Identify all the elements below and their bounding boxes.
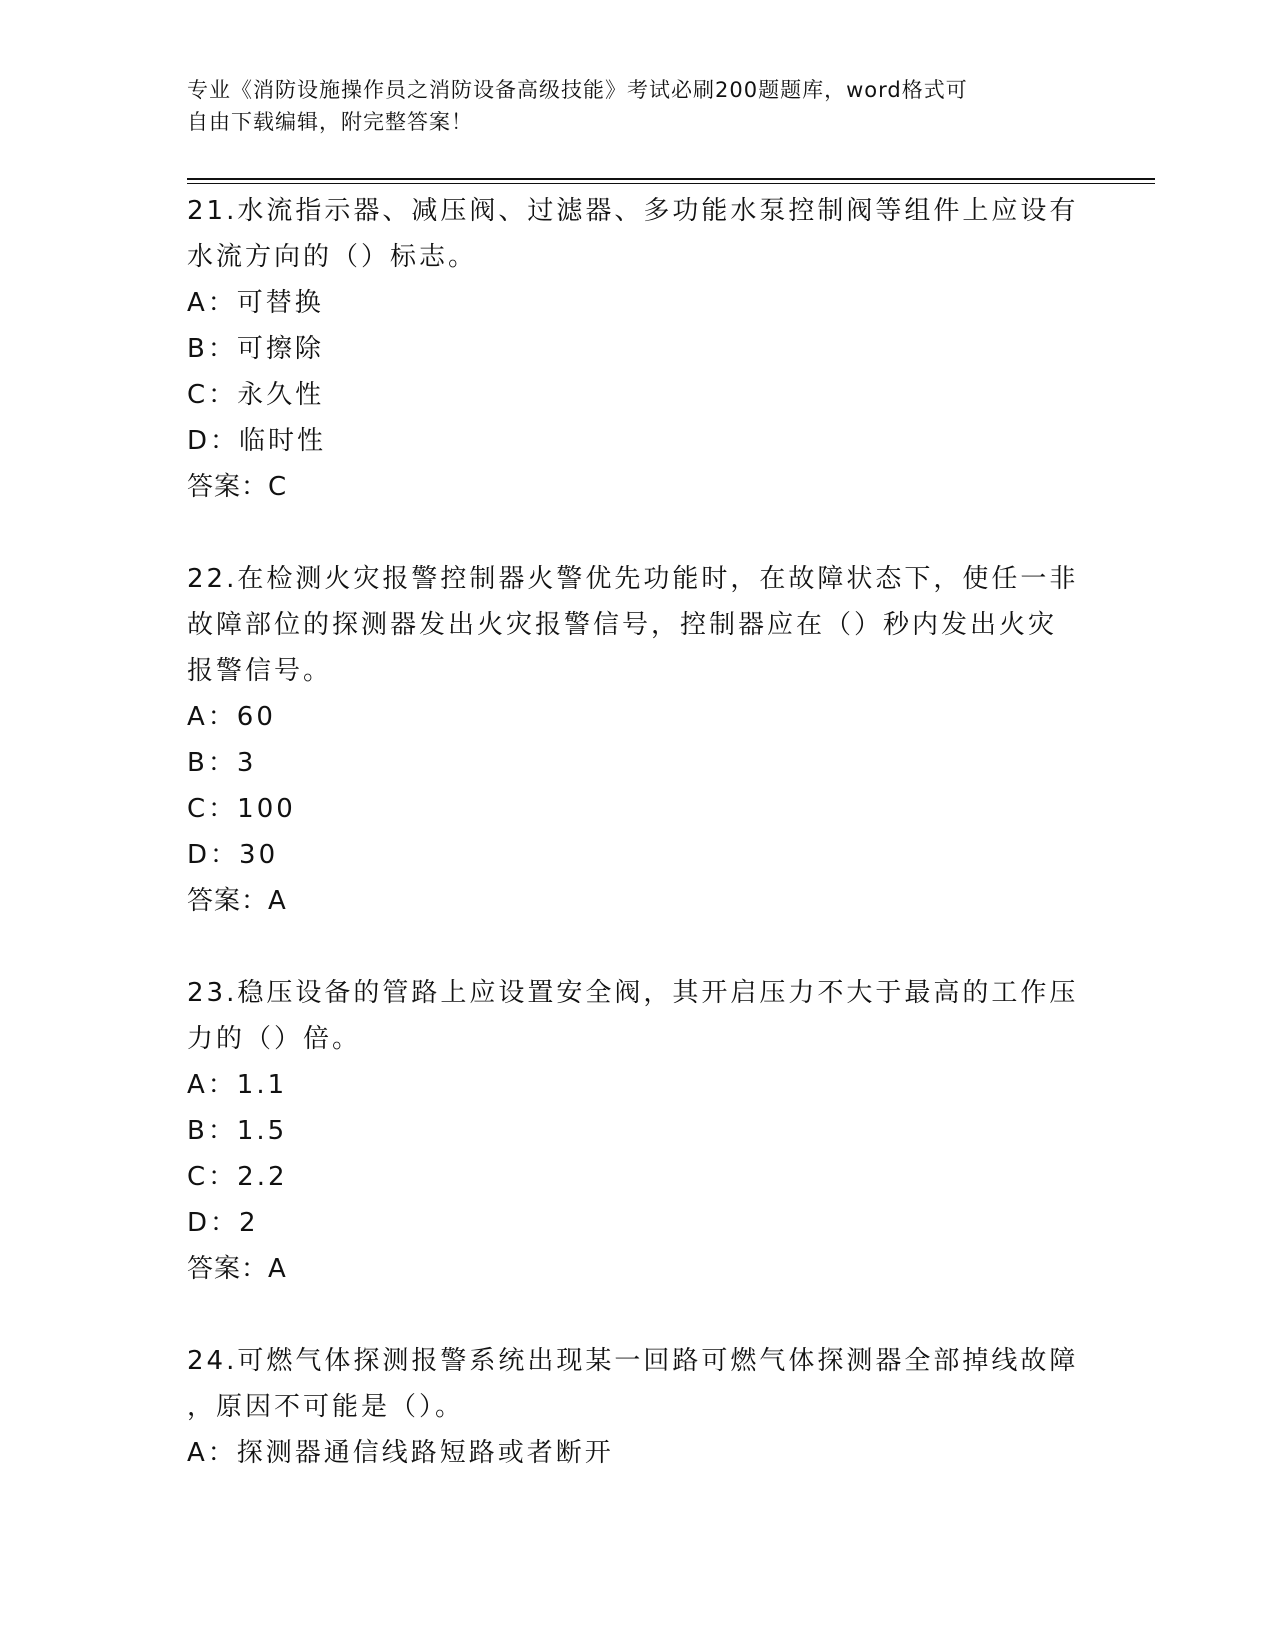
option-d: D：2 (187, 1208, 259, 1238)
option-b: B：3 (187, 748, 257, 778)
option-a: A：1.1 (187, 1070, 288, 1100)
answer-line: 答案：C (187, 472, 288, 502)
answer-line: 答案：A (187, 1254, 287, 1284)
question-22 (187, 556, 1087, 924)
option-c: C：100 (187, 794, 296, 824)
header-line-2: 自由下载编辑，附完整答案！ (187, 110, 473, 134)
document-header (187, 74, 1067, 138)
option-a: A：60 (187, 702, 276, 732)
header-divider-thick (187, 178, 1155, 180)
question-list (187, 188, 1087, 1476)
question-spacer (187, 1292, 1087, 1338)
question-23 (187, 970, 1087, 1292)
question-24 (187, 1338, 1087, 1476)
question-21 (187, 188, 1087, 510)
option-a: A：探测器通信线路短路或者断开 (187, 1438, 614, 1468)
option-d: D：30 (187, 840, 279, 870)
answer-line: 答案：A (187, 886, 287, 916)
question-stem-line: 21.水流指示器、减压阀、过滤器、多功能水泵控制阀等组件上应设有 (187, 196, 1079, 226)
question-spacer (187, 510, 1087, 556)
question-stem-line: 报警信号。 (187, 656, 333, 686)
option-b: B：1.5 (187, 1116, 288, 1146)
question-stem-line: 力的（）倍。 (187, 1024, 362, 1054)
question-stem-line: 24.可燃气体探测报警系统出现某一回路可燃气体探测器全部掉线故障 (187, 1346, 1079, 1376)
option-d: D：临时性 (187, 426, 327, 456)
question-stem-line: 22.在检测火灾报警控制器火警优先功能时，在故障状态下，使任一非 (187, 564, 1079, 594)
question-spacer (187, 924, 1087, 970)
header-divider-thin (187, 183, 1155, 184)
question-stem-line: ，原因不可能是（）。 (187, 1392, 465, 1422)
question-stem-line: 水流方向的（）标志。 (187, 242, 478, 272)
option-a: A：可替换 (187, 288, 324, 318)
question-stem-line: 故障部位的探测器发出火灾报警信号，控制器应在（）秒内发出火灾 (187, 610, 1058, 640)
header-line-1: 专业《消防设施操作员之消防设备高级技能》考试必刷200题题库，word格式可 (187, 78, 968, 102)
option-c: C：永久性 (187, 380, 325, 410)
option-b: B：可擦除 (187, 334, 324, 364)
question-stem-line: 23.稳压设备的管路上应设置安全阀，其开启压力不大于最高的工作压 (187, 978, 1079, 1008)
option-c: C：2.2 (187, 1162, 288, 1192)
